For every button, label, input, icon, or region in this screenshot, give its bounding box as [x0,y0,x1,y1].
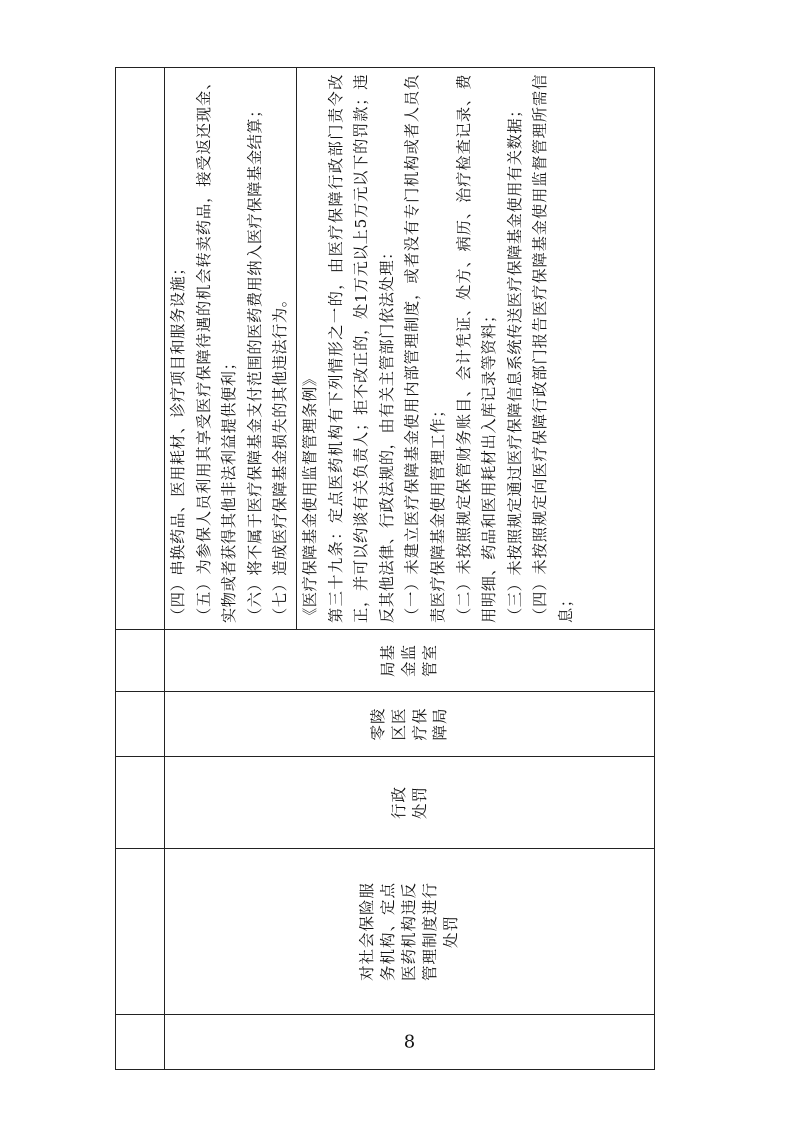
implementing-agency: 零陵区医疗保障局 [368,707,450,741]
cell-empty [116,1015,165,1070]
clause-text: （四）未按照规定向医疗保障行政部门报告医疗保障基金使用监督管理所需信息； [531,74,575,623]
power-list-table [115,67,655,1070]
responsible-unit: 局基金监管室 [379,644,439,678]
table-row [165,68,655,1070]
clause-text: （四）串换药品、医用耗材、诊疗项目和服务设施； [169,259,187,623]
legal-basis-continued [165,68,297,629]
implementing-agency-cell [165,692,655,757]
clause-text: （一）未建立医疗保障基金使用内部管理制度，或者没有专门机构或者人员负责医疗保障基金使用管理工作； [403,74,447,623]
regulation-title: 《医疗保障基金使用监督管理条例》 [300,370,319,623]
row-number: 8 [403,1031,416,1053]
clause-text: （六）将不属于医疗保障基金支付范围的医药费用纳入医疗保障基金结算； [245,102,264,623]
clause-text: （五）为参保人员利用其享受医疗保障待遇的机会转卖药品，接受返还现金、实物或者获得其他非法利益提供便利； [194,74,239,623]
cell-empty [116,849,165,1015]
row-number-cell [165,1015,655,1070]
previous-row-tail [116,68,165,1070]
cell-empty [116,757,165,849]
clause-text: （二）未按照规定保管财务账目、会计凭证、处方、病历、治疗检查记录、费用明细、药品和医用耗材出入库记录等资料； [454,74,499,623]
legal-basis-main [297,68,582,629]
power-type: 行政处罚 [389,786,429,820]
cell-empty [116,692,165,757]
item-name: 对社会保险服务机构、定点医药机构违反管理制度进行处罚 [358,882,460,982]
item-name-cell [165,849,655,1015]
power-type-cell [165,757,655,849]
rotated-table-page [115,68,655,1070]
article-text: 第三十九条：定点医药机构有下列情形之一的，由医疗保障行政部门责令改正，并可以约谈有关负责人；拒不改正的，处1万元以上5万元以下的罚款；违反其他法律、行政法规的，由有关主管部门依法处理： [326,74,396,623]
clause-text: （三）未按照规定通过医疗保障信息系统传送医疗保障基金使用有关数据； [505,102,524,623]
responsible-unit-cell [165,630,655,692]
clause-text: （七）造成医疗保障基金损失的其他违法行为。 [271,291,290,623]
cell-empty [116,630,165,692]
cell-empty [116,68,165,630]
legal-basis-cell [165,68,655,630]
